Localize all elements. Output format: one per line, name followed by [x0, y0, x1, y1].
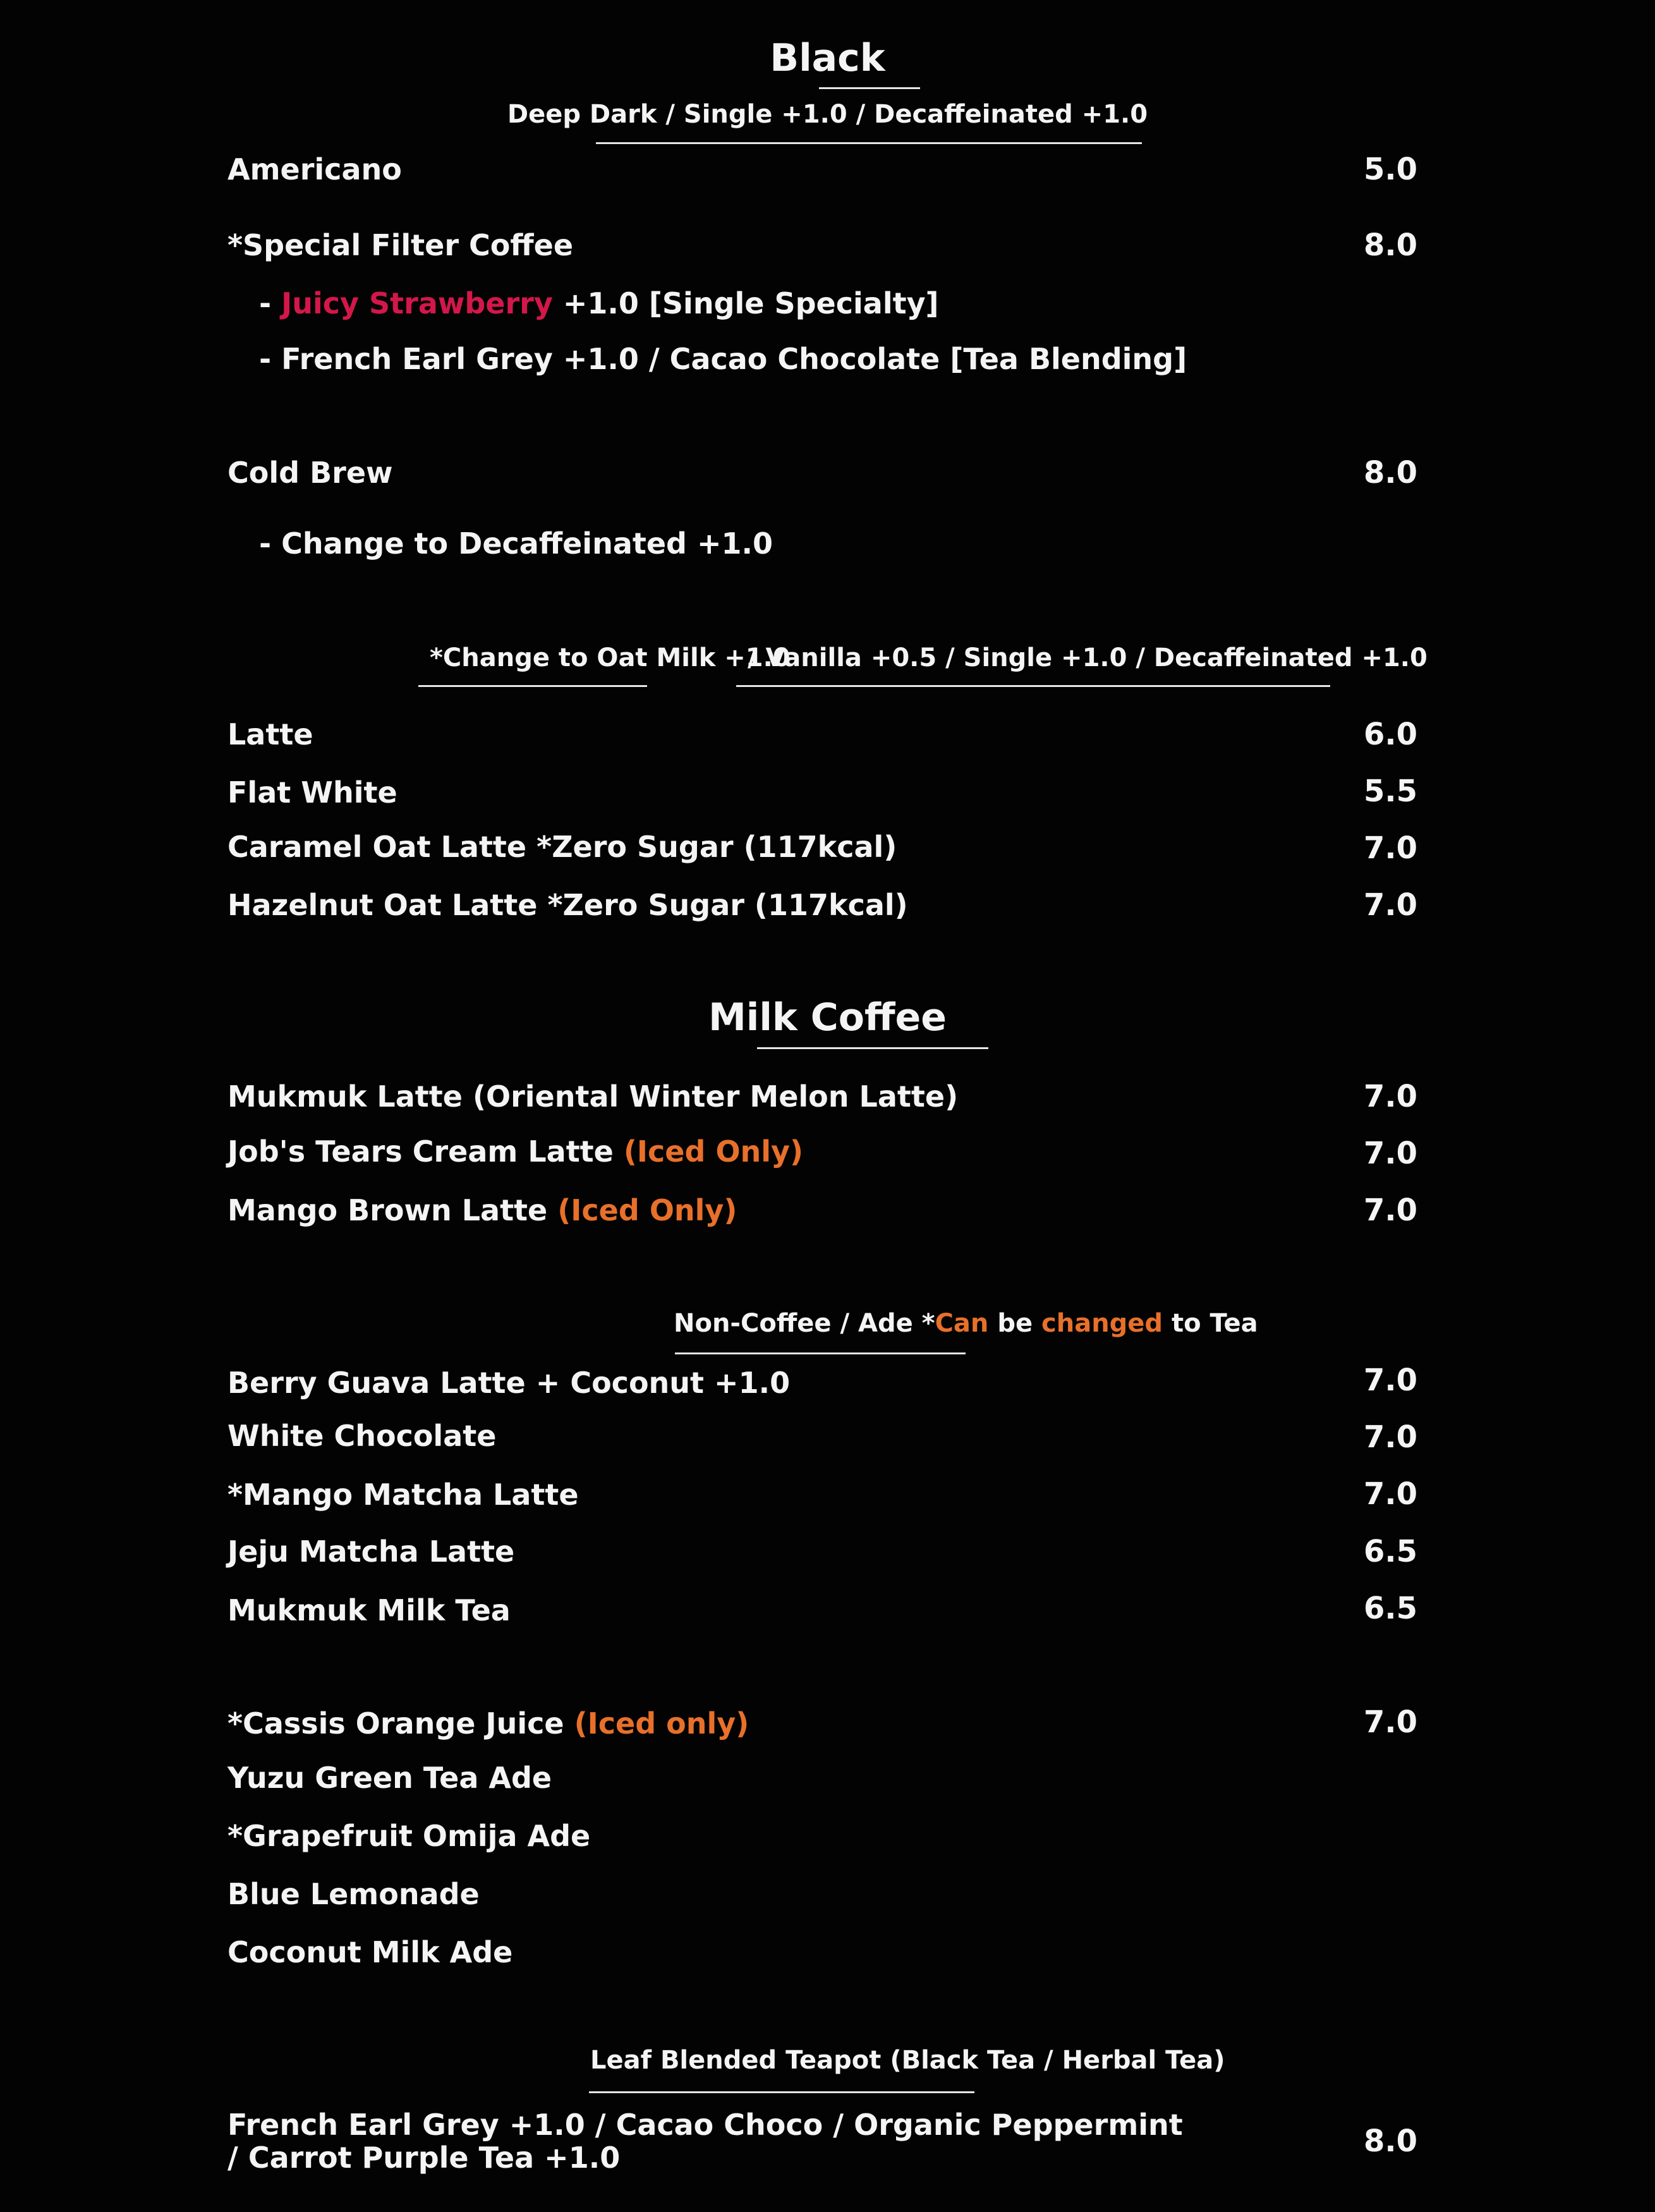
menu-item-teapot-line2: / Carrot Purple Tea +1.0: [227, 2141, 621, 2175]
section-title-milk-coffee: Milk Coffee: [708, 995, 947, 1040]
menu-item-mukmuk-latte: [227, 1079, 958, 1114]
menu-item-mukmuk-milk-tea: Mukmuk Milk Tea: [227, 1593, 511, 1627]
section-title-black: Black: [770, 36, 885, 80]
menu-item-caramel-oat-latte: Caramel Oat Latte *Zero Sugar (117kcal): [227, 830, 897, 864]
options-underline: [596, 142, 1142, 144]
milk-coffee-underline: [757, 1047, 988, 1049]
header-highlight-changed: changed: [1041, 1309, 1163, 1338]
non-coffee-header: [674, 1308, 1258, 1339]
menu-item-teapot-line1: French Earl Grey +1.0 / Cacao Choco / Organic Peppermint: [227, 2108, 1183, 2142]
menu-item-blue-lemonade: Blue Lemonade: [227, 1877, 480, 1911]
menu-item-mango-brown-latte: [227, 1193, 737, 1228]
price-cold-brew: 8.0: [1364, 455, 1418, 490]
menu-item-yuzu-green-tea-ade: Yuzu Green Tea Ade: [227, 1761, 552, 1795]
price-jeju-matcha-latte: 6.5: [1364, 1534, 1418, 1569]
menu-item-coconut-milk-ade: Coconut Milk Ade: [227, 1935, 513, 1969]
menu-item-hazelnut-oat-latte: Hazelnut Oat Latte *Zero Sugar (117kcal): [227, 888, 908, 922]
price-latte: 6.0: [1364, 717, 1418, 752]
latte-option-oat-milk: *Change to Oat Milk +1.0: [430, 643, 791, 672]
menu-item-americano: Americano: [227, 152, 402, 186]
price-americano: 5.0: [1364, 152, 1418, 187]
price-caramel-oat-latte: 7.0: [1364, 830, 1418, 866]
teapot-underline: [589, 2091, 974, 2093]
menu-item-latte: Latte: [227, 717, 313, 751]
price-mukmuk-latte: 7.0: [1364, 1079, 1418, 1114]
non-coffee-underline: [675, 1352, 966, 1354]
price-hazelnut-oat-latte: 7.0: [1364, 887, 1418, 923]
menu-item-special-filter-coffee: *Special Filter Coffee: [227, 228, 574, 262]
menu-item-jobs-tears-cream-latte: [227, 1134, 803, 1169]
oat-milk-underline: [418, 685, 647, 687]
price-teapot: 8.0: [1364, 2124, 1418, 2159]
item-name: Job's Tears Cream Latte: [227, 1134, 624, 1169]
iced-only-tag: (Iced Only): [623, 1134, 804, 1169]
item-name: *Cassis Orange Juice: [227, 1706, 574, 1741]
price-mango-matcha-latte: 7.0: [1364, 1476, 1418, 1512]
highlight-juicy-strawberry: Juicy Strawberry: [281, 286, 553, 320]
price-berry-guava-latte: 7.0: [1364, 1363, 1418, 1398]
option-prefix: -: [259, 286, 282, 320]
iced-only-tag: (Iced only): [574, 1706, 749, 1741]
filter-option-strawberry: [259, 286, 939, 321]
menu-item-white-chocolate: White Chocolate: [227, 1419, 497, 1453]
iced-only-tag: (Iced Only): [557, 1193, 737, 1227]
extras-underline: [736, 685, 1330, 687]
header-highlight-can: Can: [935, 1309, 989, 1338]
option-suffix: +1.0 [Single Specialty]: [552, 286, 939, 320]
price-jobs-tears-cream-latte: 7.0: [1364, 1136, 1418, 1171]
price-mango-brown-latte: 7.0: [1364, 1193, 1418, 1228]
latte-option-extras: / Vanilla +0.5 / Single +1.0 / Decaffeinated +1.0: [748, 643, 1428, 672]
menu-item-cassis-orange-juice: [227, 1706, 749, 1741]
teapot-header: Leaf Blended Teapot (Black Tea / Herbal Tea): [590, 2046, 1225, 2075]
item-name: Mukmuk Latte (Oriental Winter Melon Latte): [227, 1079, 959, 1114]
price-flat-white: 5.5: [1364, 774, 1418, 809]
black-options: Deep Dark / Single +1.0 / Decaffeinated +1.0: [507, 100, 1148, 129]
menu-item-flat-white: Flat White: [227, 775, 397, 810]
filter-option-tea-blending: - French Earl Grey +1.0 / Cacao Chocolate [Tea Blending]: [259, 342, 1187, 376]
menu-item-grapefruit-omija-ade: *Grapefruit Omija Ade: [227, 1819, 591, 1853]
menu-item-mango-matcha-latte: *Mango Matcha Latte: [227, 1478, 579, 1512]
title-underline: [819, 87, 920, 89]
header-part: be: [988, 1309, 1042, 1338]
price-ades: 7.0: [1364, 1705, 1418, 1740]
menu-item-cold-brew: Cold Brew: [227, 456, 393, 490]
price-mukmuk-milk-tea: 6.5: [1364, 1591, 1418, 1626]
menu-item-berry-guava-latte: Berry Guava Latte + Coconut +1.0: [227, 1366, 791, 1400]
menu-item-jeju-matcha-latte: Jeju Matcha Latte: [227, 1534, 515, 1569]
cold-brew-option: - Change to Decaffeinated +1.0: [259, 526, 773, 561]
header-part: to Tea: [1163, 1309, 1258, 1338]
header-part: Non-Coffee / Ade *: [674, 1309, 935, 1338]
item-name: Mango Brown Latte: [227, 1193, 558, 1227]
price-white-chocolate: 7.0: [1364, 1419, 1418, 1455]
price-special-filter-coffee: 8.0: [1364, 228, 1418, 263]
